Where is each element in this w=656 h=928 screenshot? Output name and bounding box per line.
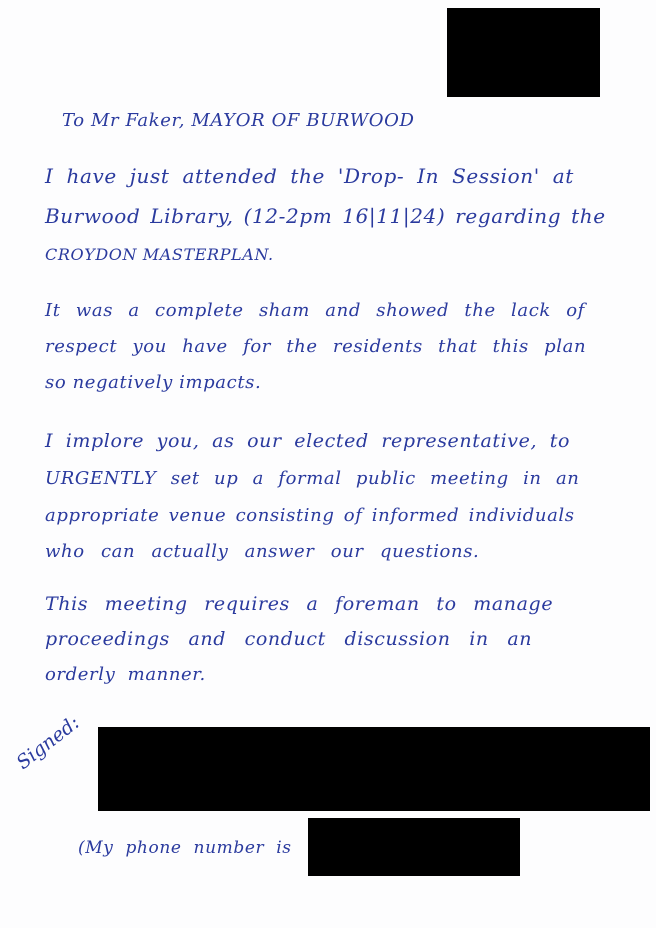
paragraph-4-line-2: proceedings and conduct discussion in an — [45, 628, 533, 650]
paragraph-3-line-2: URGENTLY set up a formal public meeting in an — [45, 468, 580, 489]
paragraph-3-line-3: appropriate venue consisting of informed individuals — [45, 505, 575, 526]
paragraph-1-line-1: I have just attended the 'Drop- In Session' at — [45, 164, 574, 188]
paragraph-1-line-3: CROYDON MASTERPLAN. — [45, 245, 274, 264]
paragraph-4-line-1: This meeting requires a foreman to manage — [45, 593, 554, 615]
paragraph-3-line-1: I implore you, as our elected representative, to — [45, 430, 571, 452]
signed-label: Signed: — [12, 711, 84, 774]
paragraph-4-line-3: orderly manner. — [45, 664, 206, 685]
paragraph-1-line-2: Burwood Library, (12-2pm 16|11|24) regarding the — [45, 204, 606, 228]
redaction-signature — [98, 727, 650, 811]
paragraph-2-line-3: so negatively impacts. — [45, 372, 262, 393]
letter-salutation: To Mr Faker, MAYOR OF BURWOOD — [62, 110, 415, 131]
paragraph-2-line-1: It was a complete sham and showed the lack of — [45, 300, 585, 321]
paragraph-3-line-4: who can actually answer our questions. — [45, 541, 480, 562]
redaction-phone-number — [308, 818, 520, 876]
redaction-top-right — [447, 8, 600, 97]
phone-number-text: (My phone number is — [78, 838, 292, 858]
paragraph-2-line-2: respect you have for the residents that this plan — [45, 336, 587, 357]
